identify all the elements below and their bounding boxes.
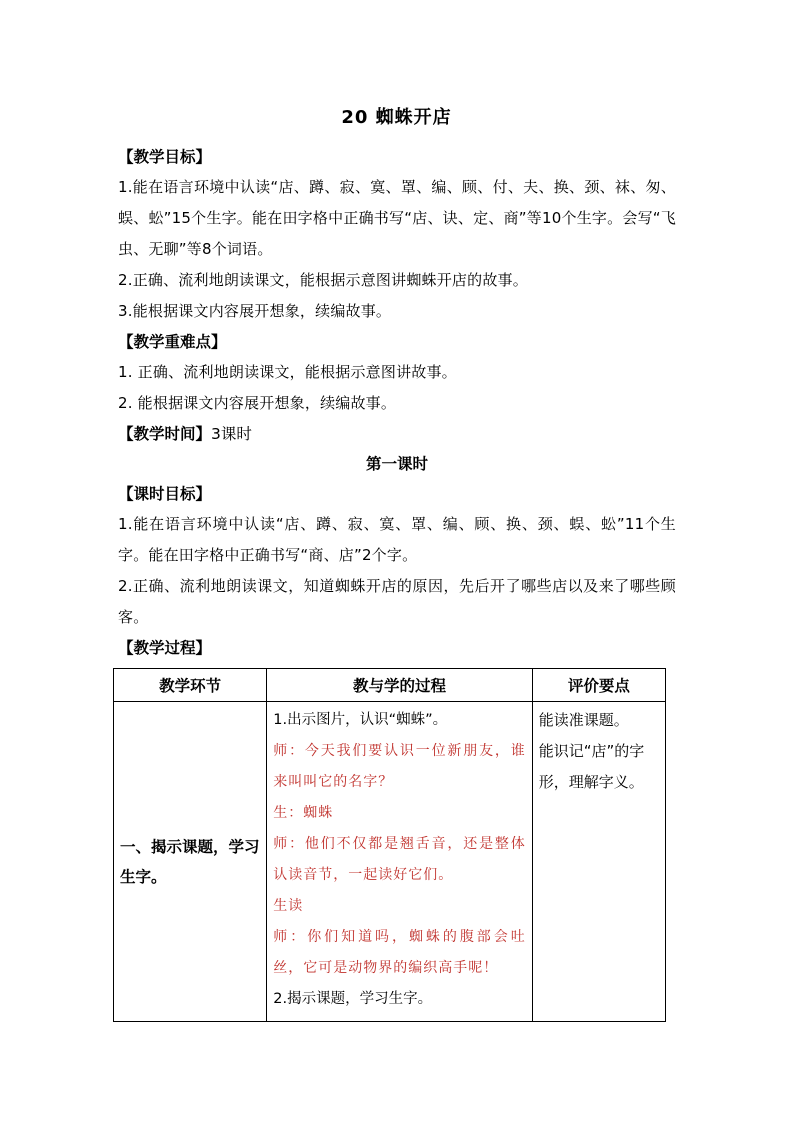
evaluation-cell: [532, 702, 665, 1022]
stage-cell: [114, 702, 267, 1022]
key-point-item-2: 2. 能根据课文内容展开想象，续编故事。: [118, 394, 397, 412]
evaluation-point: 能识记“店”的字形，理解字义。: [538, 742, 645, 791]
column-header-evaluation: 评价要点: [532, 669, 665, 702]
teaching-time-heading: 【教学时间】: [118, 425, 212, 443]
student-response: 生：蜘蛛: [273, 805, 334, 821]
column-header-process: 教与学的过程: [267, 669, 532, 702]
objective-item-1: 1.能在语言环境中认读“店、蹲、寂、寞、罩、编、顾、付、夫、换、颈、袜、匆、蜈、蚣”15个生字。能在田字格中正确书写“店、诀、定、商”等10个生字。会写“飞虫、无聊”等8个词语。: [118, 178, 676, 258]
table-header-row: [114, 669, 666, 702]
key-points-heading: 【教学重难点】: [118, 333, 227, 351]
objective-item-3: 3.能根据课文内容展开想象，续编故事。: [118, 302, 392, 320]
objective-item-2: 2.正确、流利地朗读课文，能根据示意图讲蜘蛛开店的故事。: [118, 271, 528, 289]
lesson-title: 第一课时: [365, 455, 428, 473]
student-response: 生读: [273, 898, 304, 914]
teacher-dialogue: 师：你们知道吗，蜘蛛的腹部会吐丝，它可是动物界的编织高手呢！: [273, 929, 526, 976]
process-step: 2.揭示课题，学习生字。: [273, 991, 433, 1007]
teaching-time: [118, 419, 676, 449]
document-title: 20 蜘蛛开店: [341, 107, 452, 128]
stage-label: 一、揭示课题，学习生字。: [120, 837, 260, 886]
process-heading: 【教学过程】: [118, 639, 212, 657]
teaching-time-value: 3课时: [211, 425, 252, 443]
evaluation-point: 能读准课题。: [538, 711, 629, 729]
table-row: [114, 702, 666, 1022]
column-header-stage: 教学环节: [114, 669, 267, 702]
teaching-process-table: [113, 668, 666, 1022]
key-point-item-1: 1. 正确、流利地朗读课文，能根据示意图讲故事。: [118, 363, 457, 381]
evaluation-points: [533, 702, 665, 801]
teacher-dialogue: 师：今天我们要认识一位新朋友，谁来叫叫它的名字？: [273, 743, 526, 790]
process-steps: [267, 702, 531, 1021]
teacher-dialogue: 师：他们不仅都是翘舌音，还是整体认读音节，一起读好它们。: [273, 836, 526, 883]
process-step: 1.出示图片，认识“蜘蛛”。: [273, 712, 448, 728]
lesson-objective-item-2: 2.正确、流利地朗读课文，知道蜘蛛开店的原因，先后开了哪些店以及来了哪些顾客。: [118, 577, 676, 626]
lesson-objective-item-1: 1.能在语言环境中认读“店、蹲、寂、寞、罩、编、顾、换、颈、蜈、蚣”11个生字。能在田字格中正确书写“商、店”2个字。: [118, 515, 676, 564]
process-cell: [267, 702, 532, 1022]
document-body: [118, 142, 676, 663]
objectives-heading: 【教学目标】: [118, 148, 212, 166]
lesson-objectives-heading: 【课时目标】: [118, 485, 212, 503]
